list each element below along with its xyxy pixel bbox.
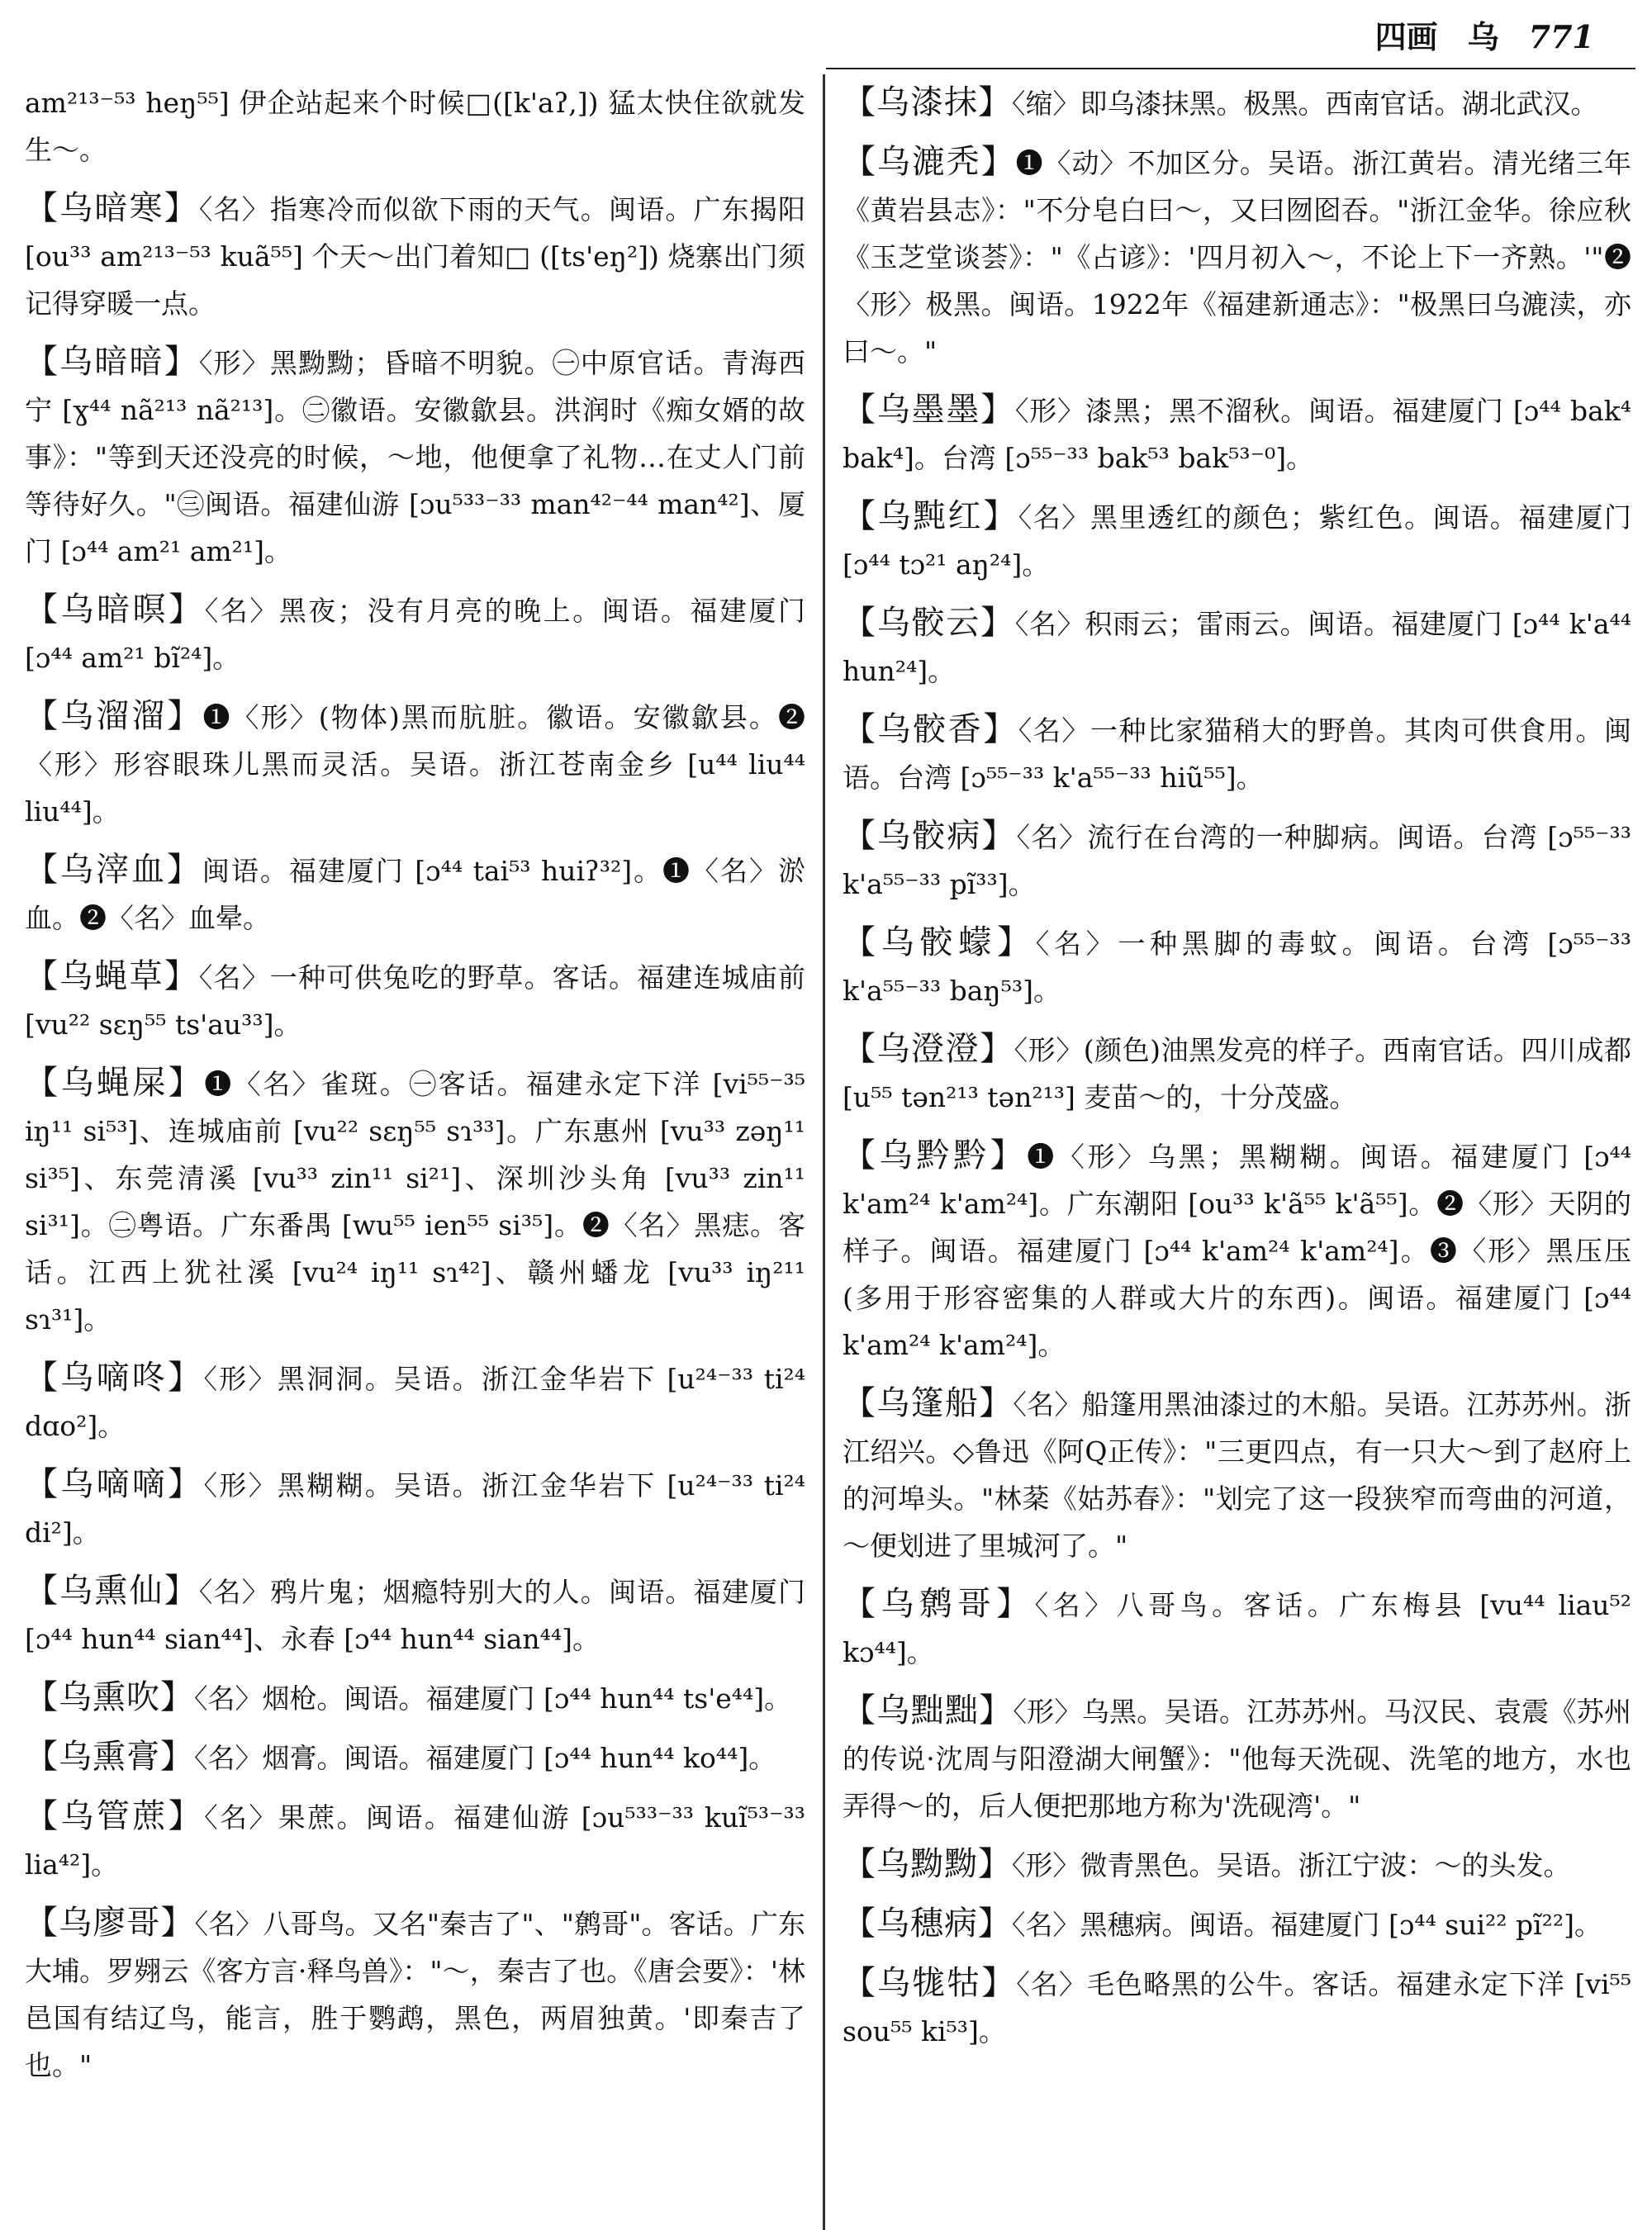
entry-definition: ❶〈形〉(物体)黑而肮脏。徽语。安徽歙县。❷〈形〉形容眼珠儿黑而灵活。吴语。浙江苍南金乡 [u⁴⁴ liu⁴⁴ liu⁴⁴]。 <box>25 701 806 828</box>
entry-definition: 〈名〉一种黑脚的毒蚊。闽语。台湾 [ɔ⁵⁵⁻³³ k'a⁵⁵⁻³³ baŋ⁵³]。 <box>843 928 1632 1007</box>
entry-definition: 〈形〉黑黝黝；昏暗不明貌。㊀中原官话。青海西宁 [ɣ⁴⁴ nã²¹³ nã²¹³]。㊁徽语。安徽歙县。洪润时《痴女婿的故事》："等到天还没亮的时候，～地，他便拿了礼物…在丈人门前等待好久。"㊂闽语。福建仙游 [ɔu⁵³³⁻³³ man⁴²⁻⁴⁴ man⁴²]、厦门 [ɔ⁴⁴ am²¹ am²¹]。 <box>25 347 806 567</box>
dictionary-entry <box>843 1380 1631 1569</box>
dictionary-entry <box>843 139 1631 375</box>
entry-headword: 【乌廖哥】 <box>25 1904 195 1942</box>
dictionary-entry <box>843 1581 1631 1676</box>
entry-headword: 【乌牻牯】 <box>843 1964 1017 2002</box>
right-column <box>843 79 1631 2213</box>
entry-definition: am²¹³⁻⁵³ heŋ⁵⁵] 伊企站起来个时候□([k'aʔ,]) 猛太快住欲就发生～。 <box>25 87 805 166</box>
entry-headword: 【乌漉秃】 <box>843 143 1016 181</box>
dictionary-entry <box>25 847 805 942</box>
entry-definition: 〈名〉指寒冷而似欲下雨的天气。闽语。广东揭阳 [ou³³ am²¹³⁻⁵³ kuã⁵⁵] 个天～出门着知□ ([ts'eŋ²]) 烧寨出门须记得穿暖一点。 <box>25 193 806 320</box>
dictionary-entry <box>843 813 1631 908</box>
entry-headword: 【乌澄澄】 <box>843 1030 1014 1068</box>
entry-definition: 〈名〉黑里透红的颜色；紫红色。闽语。福建厦门 [ɔ⁴⁴ tɔ²¹ aŋ²⁴]。 <box>843 501 1632 581</box>
dictionary-entry <box>25 339 805 575</box>
page-header <box>1330 12 1594 69</box>
dictionary-entry <box>843 1132 1631 1369</box>
dictionary-entry <box>843 1026 1631 1121</box>
entry-definition: 〈名〉一种比家猫稍大的野兽。其肉可供食用。闽语。台湾 [ɔ⁵⁵⁻³³ k'a⁵⁵⁻³³ hiũ⁵⁵]。 <box>843 714 1632 794</box>
dictionary-entry <box>25 1060 805 1343</box>
dictionary-entry <box>25 185 805 327</box>
entry-headword: 【乌暗寒】 <box>25 189 199 227</box>
entry-headword: 【乌黜黜】 <box>843 1691 1014 1729</box>
dictionary-entry <box>25 586 805 681</box>
entry-definition: 〈名〉船篷用黑油漆过的木船。吴语。江苏苏州。浙江绍兴。◇鲁迅《阿Q正传》："三更四点，有一只大～到了赵府上的河埠头。"林棻《姑苏春》："划完了这一段狭窄而弯曲的河道，～便划进了里城河了。" <box>843 1388 1632 1562</box>
dictionary-entry <box>25 1900 805 2089</box>
entry-definition: 〈名〉流行在台湾的一种脚病。闽语。台湾 [ɔ⁵⁵⁻³³ k'a⁵⁵⁻³³ pĩ³³]。 <box>843 821 1631 900</box>
header-char: 乌 <box>1467 18 1499 55</box>
entry-definition: 〈名〉果蔗。闽语。福建仙游 [ɔu⁵³³⁻³³ kuĩ⁵³⁻³³ lia⁴²]。 <box>25 1801 806 1881</box>
left-column <box>25 79 805 2213</box>
entry-definition: 〈形〉黑洞洞。吴语。浙江金华岩下 [u²⁴⁻³³ ti²⁴ dɑo²]。 <box>25 1363 806 1442</box>
dictionary-entry <box>25 1734 805 1782</box>
dictionary-entry <box>843 1687 1631 1829</box>
entry-definition: ❶〈动〉不加区分。吴语。浙江黄岩。清光绪三年《黄岩县志》："不分皂白曰～，又曰囫囵吞。"浙江金华。徐应秋《玉芝堂谈荟》："《占谚》：'四月初入～，不论上下一齐熟。'"❷〈形〉极黑。闽语。1922年《福建新通志》："极黑曰乌漉渎，亦曰～。" <box>843 147 1632 368</box>
entry-definition: 〈名〉鸦片鬼；烟瘾特别大的人。闽语。福建厦门 [ɔ⁴⁴ hun⁴⁴ sian⁴⁴]、永春 [ɔ⁴⁴ hun⁴⁴ sian⁴⁴]。 <box>25 1576 806 1655</box>
entry-headword: 【乌管蔗】 <box>25 1797 205 1835</box>
entry-definition: 〈名〉八哥鸟。又名"秦吉了"、"鹩哥"。客话。广东大埔。罗翙云《客方言·释鸟兽》："～，秦吉了也。《唐会要》：'林邑国有结辽鸟，能言，胜于鹦鹉，黑色，两眉独黄。'即秦吉了也。" <box>25 1908 806 2081</box>
entry-definition: 〈名〉毛色略黑的公牛。客话。福建永定下洋 [vi⁵⁵ sou⁵⁵ ki⁵³]。 <box>843 1968 1632 2047</box>
dictionary-entry <box>25 1793 805 1888</box>
dictionary-entry <box>843 1841 1631 1889</box>
dictionary-entry <box>25 1568 805 1663</box>
page-number: 771 <box>1528 18 1594 55</box>
dictionary-entry <box>843 919 1631 1014</box>
entry-definition: 〈名〉一种可供兔吃的野草。客话。福建连城庙前 [vu²² sɛŋ⁵⁵ ts'au³³]。 <box>25 961 806 1041</box>
dictionary-entry <box>843 387 1631 482</box>
dictionary-entry <box>25 1674 805 1722</box>
dictionary-entry <box>25 953 805 1048</box>
entry-definition: 闽语。福建厦门 [ɔ⁴⁴ tai⁵³ huiʔ³²]。❶〈名〉淤血。❷〈名〉血晕。 <box>25 855 805 934</box>
dictionary-entry <box>843 79 1631 127</box>
entry-headword: 【乌黗红】 <box>843 497 1018 535</box>
dictionary-entry <box>843 493 1631 588</box>
section-label: 四画 <box>1374 18 1438 55</box>
entry-headword: 【乌嘀嘀】 <box>25 1465 204 1503</box>
dictionary-entry <box>843 1960 1631 2055</box>
entry-headword: 【乌熏膏】 <box>25 1738 194 1776</box>
entry-headword: 【乌蝇屎】 <box>25 1064 205 1102</box>
entry-headword: 【乌暗暝】 <box>25 591 205 629</box>
entry-headword: 【乌鹩哥】 <box>843 1585 1035 1623</box>
entry-headword: 【乌熏仙】 <box>25 1572 199 1610</box>
entry-headword: 【乌溜溜】 <box>25 697 203 735</box>
dictionary-entry <box>25 79 805 173</box>
entry-headword: 【乌穗病】 <box>843 1905 1012 1943</box>
entry-headword: 【乌墨墨】 <box>843 391 1015 429</box>
entry-definition: 〈缩〉即乌漆抹黑。极黑。西南官话。湖北武汉。 <box>1012 88 1598 120</box>
entry-definition: 〈名〉烟膏。闽语。福建厦门 [ɔ⁴⁴ hun⁴⁴ ko⁴⁴]。 <box>194 1742 776 1774</box>
entry-headword: 【乌篷船】 <box>843 1384 1014 1422</box>
entry-headword: 【乌暗暗】 <box>25 343 199 381</box>
entry-headword: 【乌黔黔】 <box>843 1136 1028 1174</box>
dictionary-entry <box>25 693 805 835</box>
entry-headword: 【乌滓血】 <box>25 851 202 889</box>
header-rule <box>826 68 1635 69</box>
entry-definition: 〈名〉黑夜；没有月亮的晚上。闽语。福建厦门 [ɔ⁴⁴ am²¹ bĩ²⁴]。 <box>25 595 806 674</box>
entry-definition: 〈形〉黑糊糊。吴语。浙江金华岩下 [u²⁴⁻³³ ti²⁴ di²]。 <box>25 1469 806 1549</box>
dictionary-entry <box>843 600 1631 695</box>
entry-definition: 〈名〉黑穗病。闽语。福建厦门 [ɔ⁴⁴ sui²² pĩ²²]。 <box>1012 1909 1602 1941</box>
column-divider <box>823 74 825 2230</box>
entry-headword: 【乌骹蠓】 <box>843 923 1036 961</box>
entry-headword: 【乌熏吹】 <box>25 1678 194 1716</box>
entry-definition: 〈名〉八哥鸟。客话。广东梅县 [vu⁴⁴ liau⁵² kɔ⁴⁴]。 <box>843 1589 1632 1668</box>
dictionary-entry <box>25 1355 805 1450</box>
entry-headword: 【乌骹云】 <box>843 604 1015 642</box>
entry-headword: 【乌漆抹】 <box>843 83 1012 121</box>
dictionary-entry <box>843 706 1631 801</box>
entry-definition: 〈形〉微青黑色。吴语。浙江宁波：～的头发。 <box>1012 1849 1571 1881</box>
dictionary-entry <box>25 1461 805 1556</box>
entry-headword: 【乌骹病】 <box>843 817 1017 855</box>
entry-definition: 〈形〉乌黑。吴语。江苏苏州。马汉民、袁震《苏州的传说·沈周与阳澄湖大闸蟹》："他每天洗砚、洗笔的地方，水也弄得～的，后人便把那地方称为'洗砚湾'。" <box>843 1696 1632 1822</box>
entry-headword: 【乌骹香】 <box>843 710 1018 748</box>
entry-definition: ❶〈形〉乌黑；黑糊糊。闽语。福建厦门 [ɔ⁴⁴ k'am²⁴ k'am²⁴]。广东潮阳 [ou³³ k'ã⁵⁵ k'ã⁵⁵]。❷〈形〉天阴的样子。闽语。福建厦门 [ɔ⁴⁴ k'am²⁴ k'am²⁴]。❸〈形〉黑压压 (多用于形容密集的人群或大片的东西)。闽语。福建厦门 [ɔ⁴⁴ k'am²⁴ k'am²⁴]。 <box>843 1141 1632 1361</box>
entry-definition: 〈名〉烟枪。闽语。福建厦门 [ɔ⁴⁴ hun⁴⁴ ts'e⁴⁴]。 <box>194 1682 792 1715</box>
entry-definition: 〈形〉(颜色)油黑发亮的样子。西南官话。四川成都 [u⁵⁵ tən²¹³ tən²¹³] 麦苗～的，十分茂盛。 <box>843 1034 1632 1113</box>
entry-headword: 【乌蝇草】 <box>25 957 199 995</box>
entry-definition: 〈形〉漆黑；黑不溜秋。闽语。福建厦门 [ɔ⁴⁴ bak⁴ bak⁴]。台湾 [ɔ⁵⁵⁻³³ bak⁵³ bak⁵³⁻⁰]。 <box>843 395 1631 474</box>
entry-headword: 【乌黝黝】 <box>843 1845 1012 1883</box>
entry-headword: 【乌嘀咚】 <box>25 1359 204 1397</box>
entry-definition: 〈名〉积雨云；雷雨云。闽语。福建厦门 [ɔ⁴⁴ k'a⁴⁴ hun²⁴]。 <box>843 608 1631 687</box>
dictionary-entry <box>843 1900 1631 1948</box>
entry-definition: ❶〈名〉雀斑。㊀客话。福建永定下洋 [vi⁵⁵⁻³⁵ iŋ¹¹ si⁵³]、连城庙前 [vu²² sɛŋ⁵⁵ sɿ³³]。广东惠州 [vu³³ zəŋ¹¹ si³⁵]、东莞清溪 [vu³³ zin¹¹ si²¹]、深圳沙头角 [vu³³ zin¹¹ si³¹]。㊁粤语。广东番禺 [wu⁵⁵ ien⁵⁵ si³⁵]。❷〈名〉黑痣。客话。江西上犹社溪 [vu²⁴ iŋ¹¹ sɿ⁴²]、赣州蟠龙 [vu³³ iŋ²¹¹ sɿ³¹]。 <box>25 1068 805 1336</box>
